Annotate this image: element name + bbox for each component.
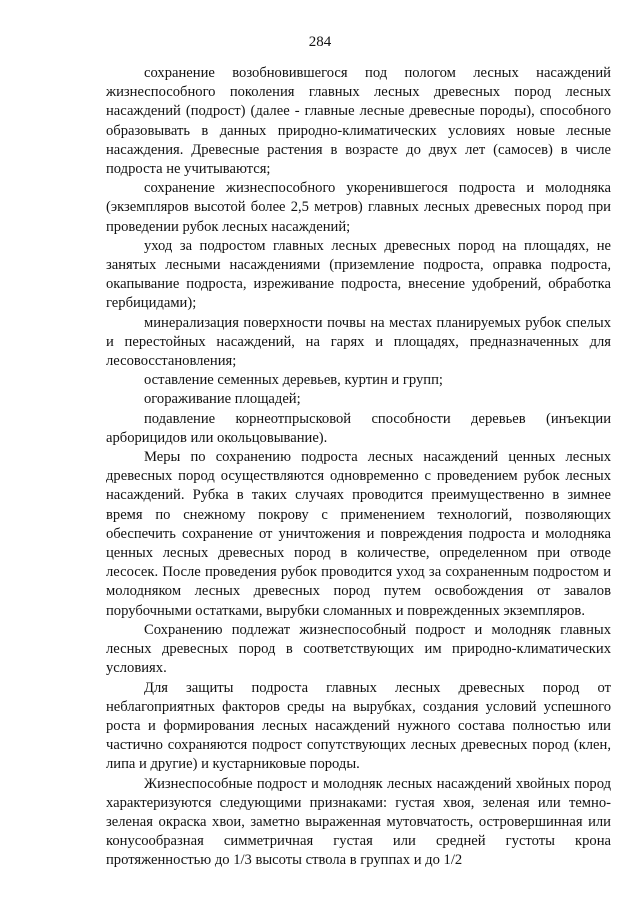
paragraph-root-sucker-suppression: подавление корнеотпрысковой способности деревьев (инъекции арборицидов или окольцовывание). [106,410,611,446]
page-number: 284 [308,34,332,50]
paragraph-preserve-young-growth: сохранение жизнеспособного укоренившегося подроста и молодняка (экземпляров высотой более 2,5 метров) главных лесных древесных пород при проведении рубок лесных насаждений; [106,180,611,235]
paragraph-subject-to-preservation: Сохранению подлежат жизнеспособный подрост и молодняк главных лесных древесных пород в соответствующих им природно-климатических условиях. [106,621,611,677]
paragraph-fencing: огораживание площадей; [144,391,301,408]
paragraph-undergrowth-care: уход за подростом главных лесных древесных пород на площадях, не занятых лесными насаждениями (приземление подроста, оправка подроста, окапывание подроста, изреживание подроста, внесение удобрений, обработка гербицидами); [106,237,611,312]
document-body [106,64,611,871]
paragraph-viability-signs: Жизнеспособные подрост и молодняк лесных насаждений хвойных пород характеризуются следующими признаками: густая хвоя, зеленая или темно-зеленая окраска хвои, заметно выраженная мутовчатость, островершинная или конусообразная симметричная густая или средней густоты крона протяженностью до 1/3 высоты ствола в группах и до 1/2 [106,775,611,869]
paragraph-preservation-measures: Меры по сохранению подроста лесных насаждений ценных лесных древесных пород осуществляются одновременно с проведением рубок лесных насаждений. Рубка в таких случаях проводится преимущественно в зимнее время по снежному покрову с применением технологий, позволяющих обеспечить сохранение от уничтожения и повреждения подроста и молодняка ценных лесных древесных пород в количестве, определенном при отводе лесосек. После проведения рубок проводится уход за сохраненным подростом и молодняком лесных древесных пород путем освобождения от завалов порубочными остатками, вырубки сломанных и поврежденных экземпляров. [106,449,611,619]
paragraph-protection: Для защиты подроста главных лесных древесных пород от неблагоприятных факторов среды на вырубках, создания условий успешного роста и формирования лесных насаждений нужного состава полностью или частично сохраняются подрост сопутствующих лесных древесных пород (клен, липа и другие) и кустарниковые породы. [106,679,611,773]
paragraph-soil-mineralization: минерализация поверхности почвы на местах планируемых рубок спелых и перестойных насаждений, на гарях и площадях, предназначенных для лесовосстановления; [106,314,611,370]
paragraph-preserve-undergrowth: сохранение возобновившегося под пологом лесных насаждений жизнеспособного поколения главных лесных древесных пород лесных насаждений (подрост) (далее - главные лесные древесные породы), способного образовывать в данных природно-климатических условиях новые лесные насаждения. Древесные растения в возрасте до двух лет (самосев) в числе подроста не учитываются; [106,65,611,178]
paragraph-seed-trees: оставление семенных деревьев, куртин и групп; [144,372,443,389]
